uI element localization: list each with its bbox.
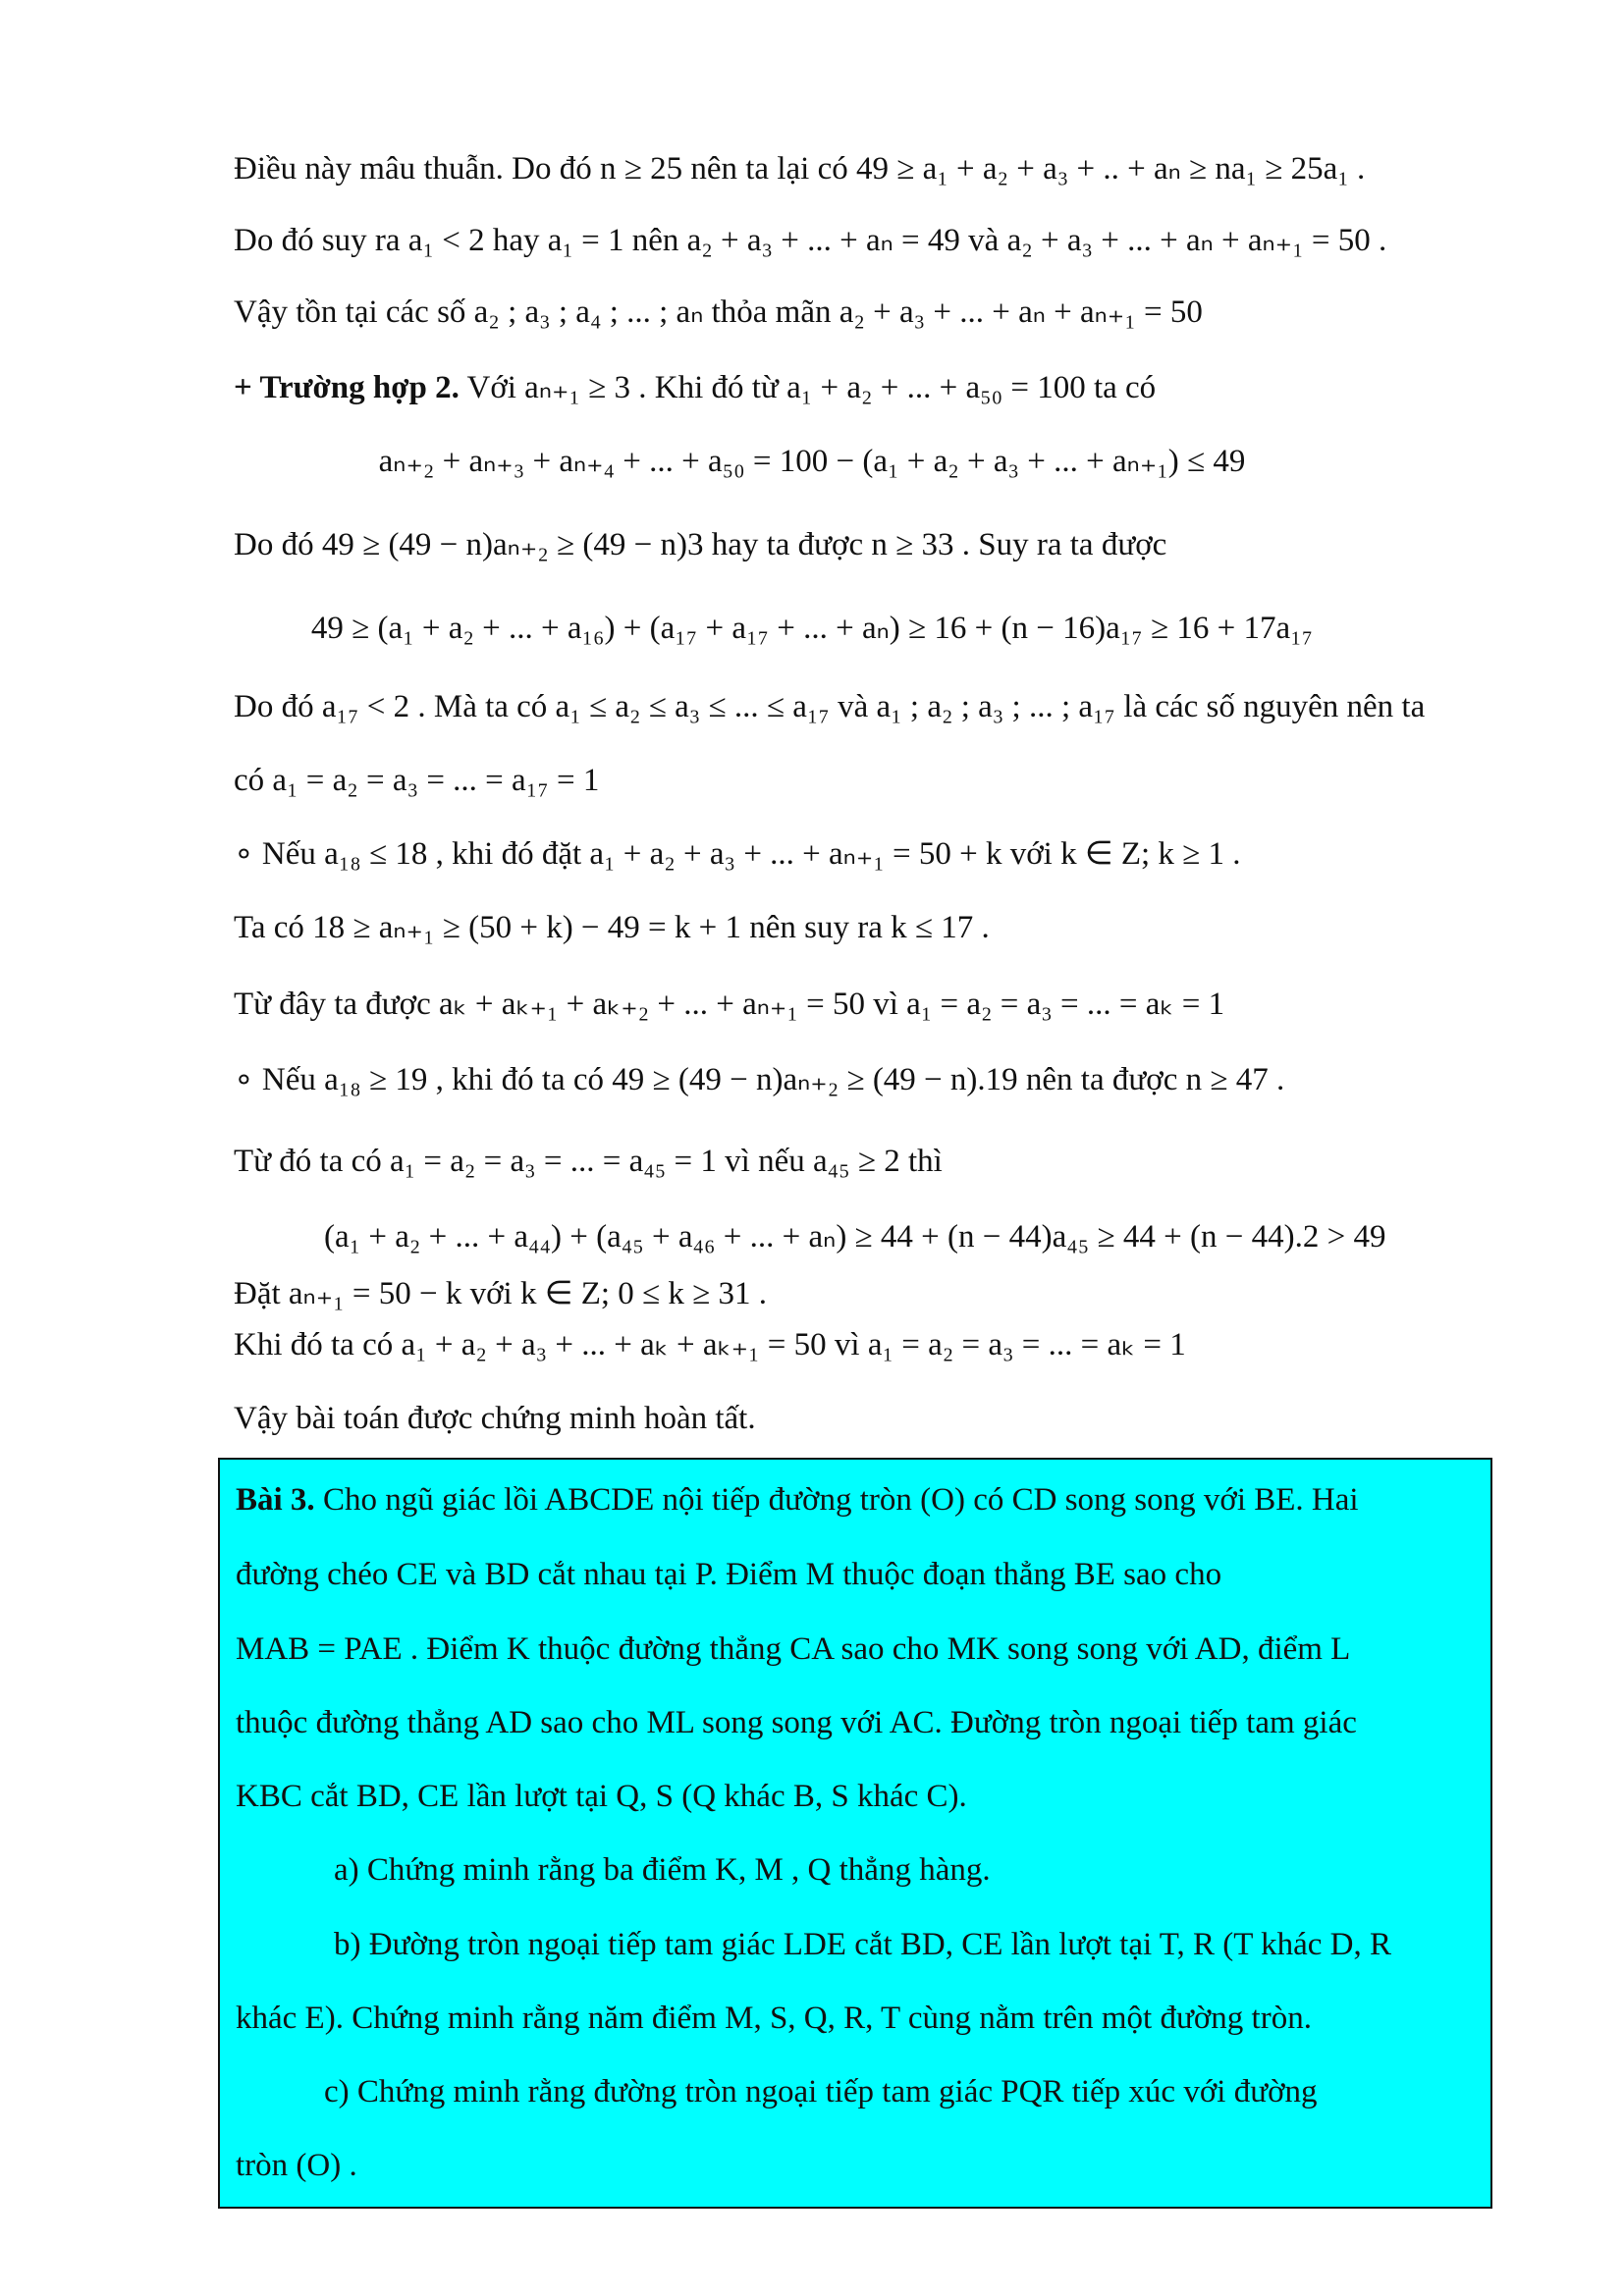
problem-line	[236, 1480, 1483, 1520]
problem-part-b: b) Đường tròn ngoại tiếp tam giác LDE cắt BD, CE lần lượt tại T, R (T khác D, R	[334, 1927, 1391, 1962]
text-line: Vậy tồn tại các số a₂ ; a₃ ; a₄ ; ... ; aₙ thỏa mãn a₂ + a₃ + ... + aₙ + aₙ₊₁ = 50	[234, 294, 1203, 330]
text-line: Do đó 49 ≥ (49 − n)aₙ₊₂ ≥ (49 − n)3 hay ta được n ≥ 33 . Suy ra ta được	[234, 527, 1167, 562]
problem-text: Cho ngũ giác lồi ABCDE nội tiếp đường tròn (O) có CD song song với BE. Hai	[314, 1482, 1359, 1518]
problem-line: KBC cắt BD, CE lần lượt tại Q, S (Q khác B, S khác C).	[236, 1779, 967, 1814]
case-2-paragraph	[234, 368, 1510, 407]
problem-part-a: a) Chứng minh rằng ba điểm K, M , Q thẳng hàng.	[334, 1852, 991, 1888]
text-line: Ta có 18 ≥ aₙ₊₁ ≥ (50 + k) − 49 = k + 1 nên suy ra k ≤ 17 .	[234, 910, 990, 945]
text-line: ∘ Nếu a₁₈ ≥ 19 , khi đó ta có 49 ≥ (49 − n)aₙ₊₂ ≥ (49 − n).19 nên ta được n ≥ 47 .	[234, 1062, 1285, 1097]
text-line: Từ đây ta được aₖ + aₖ₊₁ + aₖ₊₂ + ... + aₙ₊₁ = 50 vì a₁ = a₂ = a₃ = ... = aₖ = 1	[234, 987, 1225, 1022]
problem-part-c: c) Chứng minh rằng đường tròn ngoại tiếp tam giác PQR tiếp xúc với đường	[324, 2074, 1318, 2109]
text-line: Từ đó ta có a₁ = a₂ = a₃ = ... = a₄₅ = 1 vì nếu a₄₅ ≥ 2 thì	[234, 1144, 943, 1179]
text-line: ∘ Nếu a₁₈ ≤ 18 , khi đó đặt a₁ + a₂ + a₃ + ... + aₙ₊₁ = 50 + k với k ∈ Z; k ≥ 1 .	[234, 836, 1241, 872]
equation: aₙ₊₂ + aₙ₊₃ + aₙ₊₄ + ... + a₅₀ = 100 − (a₁ + a₂ + a₃ + ... + aₙ₊₁) ≤ 49	[378, 444, 1246, 479]
text-line: Vậy bài toán được chứng minh hoàn tất.	[234, 1401, 756, 1436]
text-line: Do đó a₁₇ < 2 . Mà ta có a₁ ≤ a₂ ≤ a₃ ≤ ... ≤ a₁₇ và a₁ ; a₂ ; a₃ ; ... ; a₁₇ là các số nguyên nên ta	[234, 689, 1426, 724]
case-2-heading: + Trường hợp 2.	[234, 370, 460, 405]
text-line: Đặt aₙ₊₁ = 50 − k với k ∈ Z; 0 ≤ k ≥ 31 .	[234, 1276, 768, 1311]
problem-box	[218, 1458, 1492, 2209]
text-line: Khi đó ta có a₁ + a₂ + a₃ + ... + aₖ + aₖ₊₁ = 50 vì a₁ = a₂ = a₃ = ... = aₖ = 1	[234, 1327, 1186, 1362]
problem-line: khác E). Chứng minh rằng năm điểm M, S, Q, R, T cùng nằm trên một đường tròn.	[236, 2001, 1312, 2036]
problem-line: thuộc đường thẳng AD sao cho ML song song với AC. Đường tròn ngoại tiếp tam giác	[236, 1705, 1357, 1740]
text-line: Điều này mâu thuẫn. Do đó n ≥ 25 nên ta lại có 49 ≥ a₁ + a₂ + a₃ + .. + aₙ ≥ na₁ ≥ 25a₁ .	[234, 151, 1366, 187]
problem-line: đường chéo CE và BD cắt nhau tại P. Điểm M thuộc đoạn thẳng BE sao cho	[236, 1557, 1222, 1592]
problem-heading: Bài 3.	[236, 1482, 315, 1518]
equation: (a₁ + a₂ + ... + a₄₄) + (a₄₅ + a₄₆ + ... + aₙ) ≥ 44 + (n − 44)a₄₅ ≥ 44 + (n − 44).2 > 49	[324, 1219, 1386, 1255]
text-line: có a₁ = a₂ = a₃ = ... = a₁₇ = 1	[234, 763, 600, 798]
equation: 49 ≥ (a₁ + a₂ + ... + a₁₆) + (a₁₇ + a₁₇ + ... + aₙ) ≥ 16 + (n − 16)a₁₇ ≥ 16 + 17a₁₇	[310, 611, 1314, 646]
problem-line: tròn (O) .	[236, 2148, 357, 2183]
case-2-text: Với aₙ₊₁ ≥ 3 . Khi đó từ a₁ + a₂ + ... + a₅₀ = 100 ta có	[459, 370, 1157, 405]
text-line: Do đó suy ra a₁ < 2 hay a₁ = 1 nên a₂ + a₃ + ... + aₙ = 49 và a₂ + a₃ + ... + aₙ + aₙ₊₁ = 50 .	[234, 223, 1387, 258]
problem-line: MAB = PAE . Điểm K thuộc đường thẳng CA sao cho MK song song với AD, điểm L	[236, 1631, 1351, 1667]
